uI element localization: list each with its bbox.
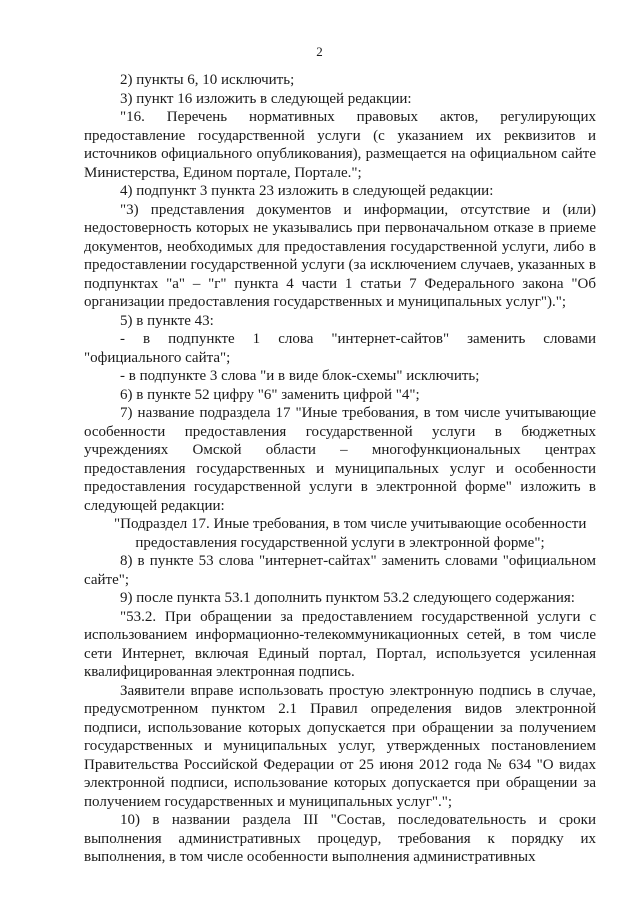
paragraph-item-6: 6) в пункте 52 цифру "6" заменить цифрой "4"; (120, 386, 420, 403)
subsection-title-line-2: предоставления государственной услуги в электронной форме"; (135, 534, 545, 551)
page-number: 2 (316, 44, 323, 59)
paragraph-quote-16: "16. Перечень нормативных правовых актов, регулирующих предоставление государственной услуги (с указанием их реквизитов и источников официального опубликования), размещается на официальном сайте Министерства, Едином портале, Портале."; (84, 109, 596, 181)
paragraph-item-2: 2) пункты 6, 10 исключить; (120, 72, 295, 88)
paragraph-item-9: 9) после пункта 53.1 дополнить пунктом 53.2 следующего содержания: (120, 590, 575, 606)
paragraph-quote-53-2: "53.2. При обращении за предоставлением государственной услуги с использованием информационно-телекоммуникационных сетей, в том числе сети Интернет, включая Единый портал, Портал, используется усиленная квалифицированная электронная подпись. (84, 608, 596, 680)
subsection-title-line-1: "Подраздел 17. Иные требования, в том числе учитывающие особенности (114, 516, 587, 532)
paragraph-item-5: 5) в пункте 43: (120, 312, 214, 329)
paragraph-item-3: 3) пункт 16 изложить в следующей редакции: (120, 90, 412, 107)
paragraph-applicants: Заявители вправе использовать простую электронную подпись в случае, предусмотренном пунктом 2.1 Правил определения видов электронной подписи, использование которых допускается при обращении за получением государственных и муниципальных услуг, утвержденных постановлением Правительства Российской Федерации от 25 июня 2012 года № 634 "О видах электронной подписи, использование которых допускается при обращении за получением государственных и муниципальных услуг"."; (84, 682, 596, 810)
paragraph-item-10: 10) в названии раздела III "Состав, последовательность и сроки выполнения административных процедур, требования к порядку их выполнения, в том числе особенности выполнения административных (84, 812, 596, 865)
paragraph-item-7: 7) название подраздела 17 "Иные требования, в том числе учитывающие особенности предоставления государственной услуги в бюджетных учреждениях Омской области – многофункциональных центрах предоставления государственных и муниципальных услуг и особенности предоставления государственной услуги в электронной форме" изложить в следующей редакции: (84, 405, 596, 514)
paragraph-subitem-3: - в подпункте 3 слова "и в виде блок-схемы" исключить; (120, 368, 480, 384)
paragraph-item-4: 4) подпункт 3 пункта 23 изложить в следующей редакции: (120, 183, 494, 199)
paragraph-item-8: 8) в пункте 53 слова "интернет-сайтах" заменить словами "официальном сайте"; (84, 553, 596, 588)
document-body (84, 71, 596, 867)
paragraph-subitem-1: - в подпункте 1 слова "интернет-сайтов" заменить словами "официального сайта"; (84, 331, 596, 366)
paragraph-quote-subitem-3: "3) представления документов и информации, отсутствие и (или) недостоверность которых не указывались при первоначальном отказе в приеме документов, необходимых для предоставления государственной услуги, либо в предоставлении государственной услуги (за исключением случаев, указанных в подпунктах "а" – "г" пункта 4 части 1 статьи 7 Федерального закона "Об организации предоставления государственных и муниципальных услуг")."; (84, 201, 596, 310)
